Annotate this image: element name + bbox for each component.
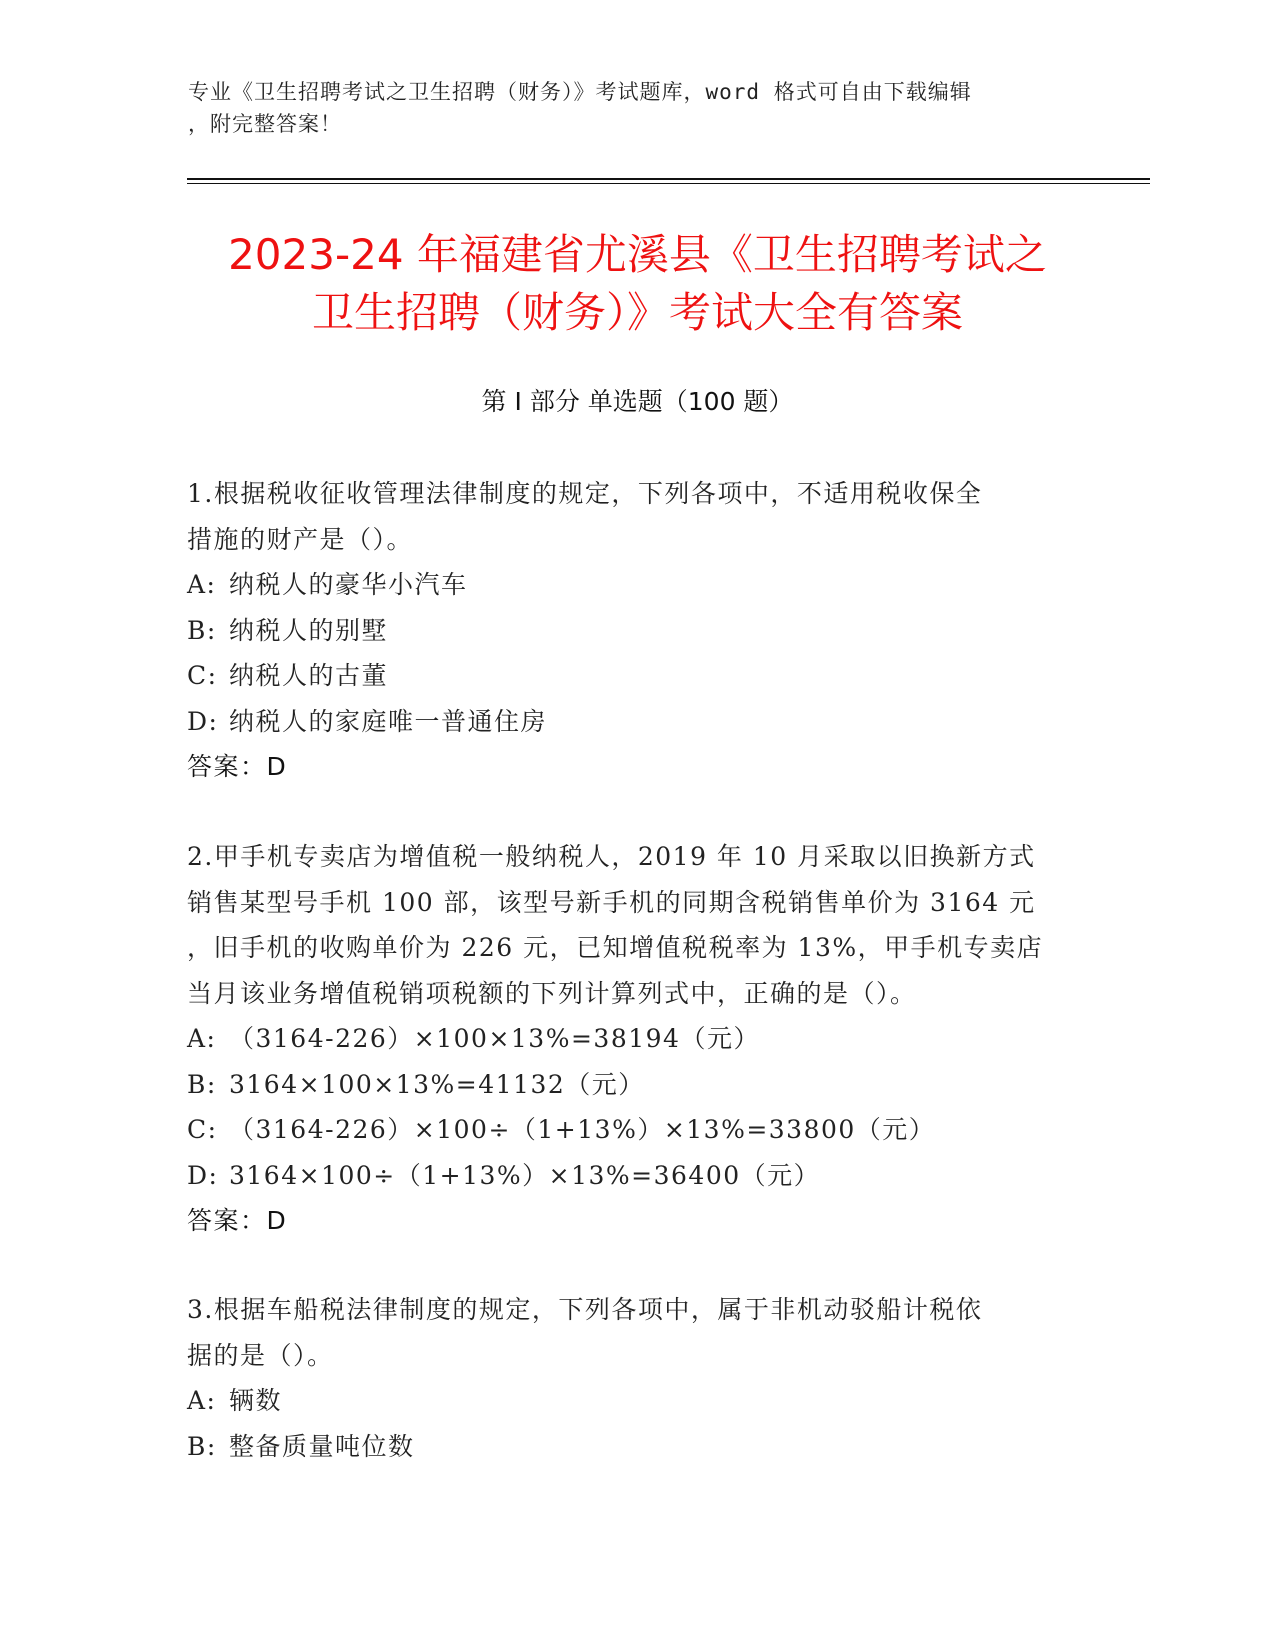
question-stem-line: 措施的财产是（）。 bbox=[187, 524, 414, 554]
question-3 bbox=[187, 1287, 1087, 1469]
option-text: 3164×100÷（1+13%）×13%=36400（元） bbox=[229, 1160, 821, 1190]
option-d bbox=[187, 699, 1087, 745]
header-divider-thin bbox=[187, 183, 1150, 184]
option-c bbox=[187, 653, 1087, 699]
option-c bbox=[187, 1107, 1087, 1153]
option-a bbox=[187, 562, 1087, 608]
header-note-line-2: ，附完整答案！ bbox=[188, 112, 342, 136]
option-key: D: bbox=[187, 706, 219, 736]
option-d bbox=[187, 1153, 1087, 1199]
option-key: B: bbox=[187, 615, 217, 645]
option-text: （3164-226）×100÷（1+13%）×13%=33800（元） bbox=[229, 1115, 936, 1144]
option-key: A: bbox=[187, 1024, 217, 1053]
document-title-line-1: 2023-24 年福建省尤溪县《卫生招聘考试之 bbox=[228, 230, 1047, 279]
option-text: 纳税人的古董 bbox=[229, 661, 389, 690]
section-heading: 第 I 部分 单选题（100 题） bbox=[481, 387, 794, 416]
question-stem-line: 2.甲手机专卖店为增值税一般纳税人，2019 年 10 月采取以旧换新方式 bbox=[187, 842, 1036, 871]
option-a bbox=[187, 1016, 1087, 1062]
question-2 bbox=[187, 834, 1087, 1244]
option-b bbox=[187, 1424, 1087, 1470]
option-key: A: bbox=[187, 570, 217, 599]
option-key: C: bbox=[187, 661, 218, 690]
option-key: C: bbox=[187, 1115, 218, 1144]
option-text: 纳税人的家庭唯一普通住房 bbox=[229, 706, 548, 736]
answer-label: 答案：D bbox=[187, 752, 288, 781]
option-text: 3164×100×13%=41132（元） bbox=[229, 1069, 645, 1099]
question-stem-line: 3.根据车船税法律制度的规定，下列各项中，属于非机动驳船计税依 bbox=[187, 1295, 983, 1324]
option-text: 纳税人的别墅 bbox=[229, 615, 389, 645]
option-key: D: bbox=[187, 1160, 219, 1190]
option-text: 辆数 bbox=[229, 1386, 283, 1415]
option-key: B: bbox=[187, 1069, 217, 1099]
document-title-line-2: 卫生招聘（财务）》考试大全有答案 bbox=[311, 288, 963, 337]
option-key: A: bbox=[187, 1386, 217, 1415]
question-stem-line: ，旧手机的收购单价为 226 元，已知增值税税率为 13%，甲手机专卖店 bbox=[187, 933, 1044, 962]
question-stem-line: 据的是（）。 bbox=[187, 1340, 334, 1370]
question-stem bbox=[187, 834, 1087, 1016]
option-text: 整备质量吨位数 bbox=[229, 1431, 415, 1461]
option-text: 纳税人的豪华小汽车 bbox=[229, 570, 468, 599]
option-a bbox=[187, 1378, 1087, 1424]
question-stem bbox=[187, 471, 1087, 562]
document-title bbox=[140, 226, 1135, 342]
question-stem-line: 当月该业务增值税销项税额的下列计算列式中，正确的是（）。 bbox=[187, 978, 917, 1008]
header-note bbox=[188, 76, 1088, 140]
question-stem-line: 销售某型号手机 100 部，该型号新手机的同期含税销售单价为 3164 元 bbox=[187, 887, 1036, 917]
question-1 bbox=[187, 471, 1087, 790]
header-note-line-1: 专业《卫生招聘考试之卫生招聘（财务）》考试题库，word 格式可自由下载编辑 bbox=[188, 80, 972, 104]
option-b bbox=[187, 1062, 1087, 1108]
question-stem-line: 1.根据税收征收管理法律制度的规定，下列各项中，不适用税收保全 bbox=[187, 479, 983, 508]
option-key: B: bbox=[187, 1431, 217, 1461]
option-b bbox=[187, 608, 1087, 654]
answer-label: 答案：D bbox=[187, 1206, 288, 1235]
option-text: （3164-226）×100×13%=38194（元） bbox=[229, 1024, 760, 1053]
question-stem bbox=[187, 1287, 1087, 1378]
header-divider-thick bbox=[187, 178, 1150, 180]
